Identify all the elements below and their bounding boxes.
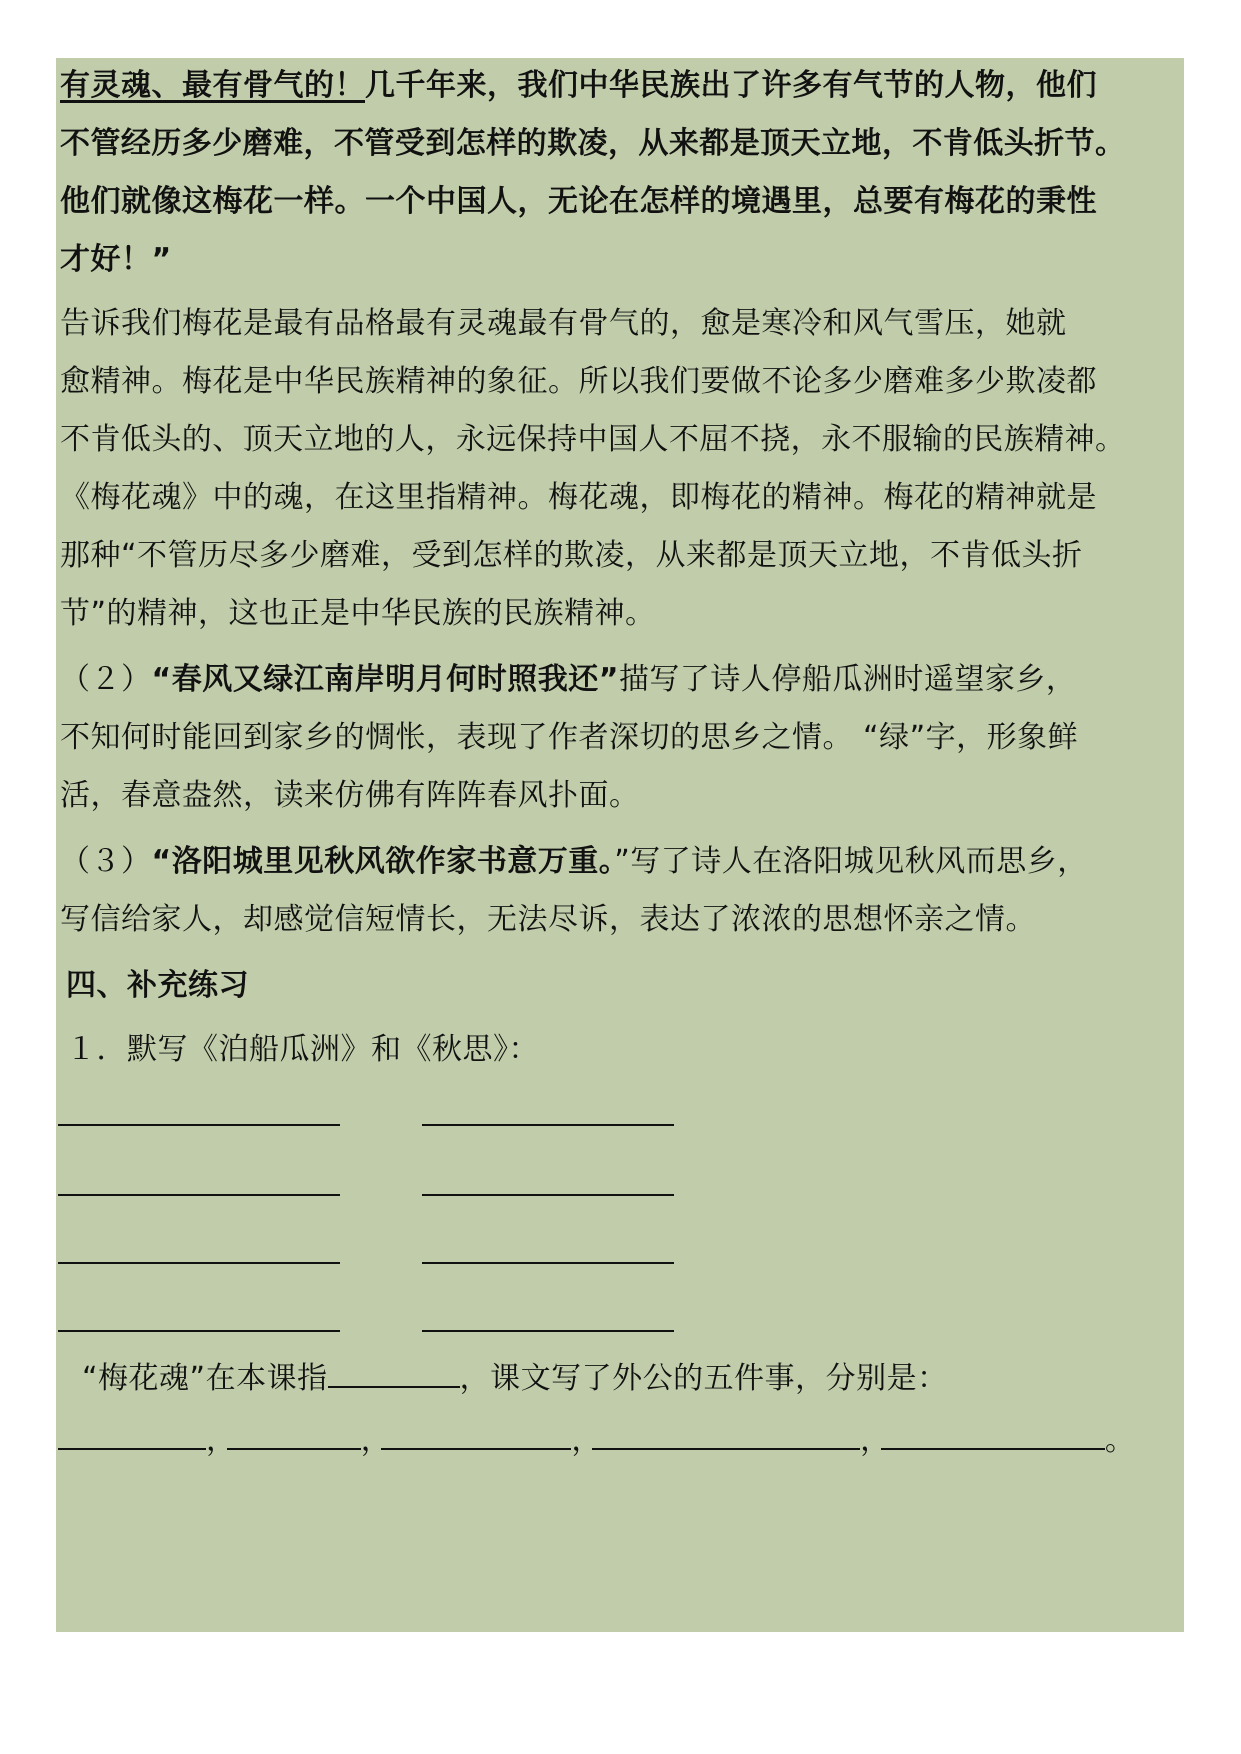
item-2-number: （２）	[60, 662, 152, 697]
dictation-blank-1-right[interactable]	[422, 1124, 674, 1126]
exercise-2-text-b: ，课文写了外公的五件事，分别是：	[459, 1361, 948, 1396]
event-blank-1[interactable]	[58, 1418, 206, 1450]
analysis-line-2: 愈精神。梅花是中华民族精神的象征。所以我们要做不论多少磨难多少欺凌都	[60, 364, 1097, 399]
event-separator: ，	[571, 1423, 593, 1458]
item-2-line-1	[60, 660, 1076, 700]
event-blank-2[interactable]	[227, 1418, 361, 1450]
dictation-blank-3-left[interactable]	[58, 1262, 340, 1264]
quote-line-4: 才好！”	[60, 242, 172, 277]
quote-underlined-phrase: 有灵魂、最有骨气的！	[60, 68, 365, 103]
dictation-blank-4-left[interactable]	[58, 1330, 340, 1332]
event-end-mark: 。	[1104, 1423, 1126, 1458]
dictation-blank-2-right[interactable]	[422, 1194, 674, 1196]
meihuahun-meaning-blank[interactable]	[328, 1356, 460, 1388]
item-2-line-2: 不知何时能回到家乡的惆怅，表现了作者深切的思乡之情。 “绿”字，形象鲜	[60, 720, 1079, 755]
item-3-line-1	[60, 842, 1088, 882]
item-3-line-2: 写信给家人，却感觉信短情长，无法尽诉，表达了浓浓的思想怀亲之情。	[60, 902, 1036, 937]
analysis-line-4: 《梅花魂》中的魂，在这里指精神。梅花魂，即梅花的精神。梅花的精神就是	[60, 480, 1097, 515]
item-2-line-1-rest: 描写了诗人停船瓜洲时遥望家乡，	[618, 662, 1077, 697]
analysis-line-3: 不肯低头的、顶天立地的人，永远保持中国人不屈不挠，永不服输的民族精神。	[60, 422, 1126, 457]
exercise-1-prompt: １．默写《泊船瓜洲》和《秋思》：	[66, 1032, 539, 1067]
item-3-poem-quote: “洛阳城里见秋风欲作家书意万重。	[151, 844, 615, 879]
dictation-blank-2-left[interactable]	[58, 1194, 340, 1196]
dictation-blank-4-right[interactable]	[422, 1330, 674, 1332]
quote-line-1	[60, 66, 1097, 106]
event-blank-5[interactable]	[881, 1418, 1105, 1450]
event-blank-4[interactable]	[592, 1418, 860, 1450]
item-2-poem-quote: “春风又绿江南岸明月何时照我还”	[151, 662, 619, 697]
item-3-number: （３）	[60, 844, 152, 879]
event-separator: ，	[206, 1423, 227, 1458]
exercise-2-prompt	[82, 1356, 948, 1399]
item-3-line-1-rest: ”写了诗人在洛阳城见秋风而思乡，	[614, 844, 1088, 879]
dictation-blank-3-right[interactable]	[422, 1262, 674, 1264]
dictation-blank-1-left[interactable]	[58, 1124, 340, 1126]
event-separator: ，	[360, 1423, 382, 1458]
analysis-line-1: 告诉我们梅花是最有品格最有灵魂最有骨气的，愈是寒冷和风气雪压，她就	[60, 306, 1067, 341]
quote-line-1-rest: 几千年来，我们中华民族出了许多有气节的人物，他们	[365, 68, 1097, 103]
analysis-line-5: 那种“不管历尽多少磨难，受到怎样的欺凌，从来都是顶天立地，不肯低头折	[60, 538, 1083, 573]
quote-line-3: 他们就像这梅花一样。一个中国人，无论在怎样的境遇里，总要有梅花的秉性	[60, 184, 1097, 219]
event-blank-3[interactable]	[381, 1418, 571, 1450]
exercise-2-text-a: “梅花魂”在本课指	[82, 1361, 328, 1396]
analysis-line-6: 节”的精神，这也正是中华民族的民族精神。	[60, 596, 656, 631]
item-2-line-3: 活，春意盎然，读来仿佛有阵阵春风扑面。	[60, 778, 640, 813]
five-events-line	[58, 1418, 1126, 1461]
section-4-heading: 四、补充练习	[66, 968, 249, 1003]
quote-line-2: 不管经历多少磨难，不管受到怎样的欺凌，从来都是顶天立地，不肯低头折节。	[60, 126, 1126, 161]
event-separator: ，	[860, 1423, 881, 1458]
